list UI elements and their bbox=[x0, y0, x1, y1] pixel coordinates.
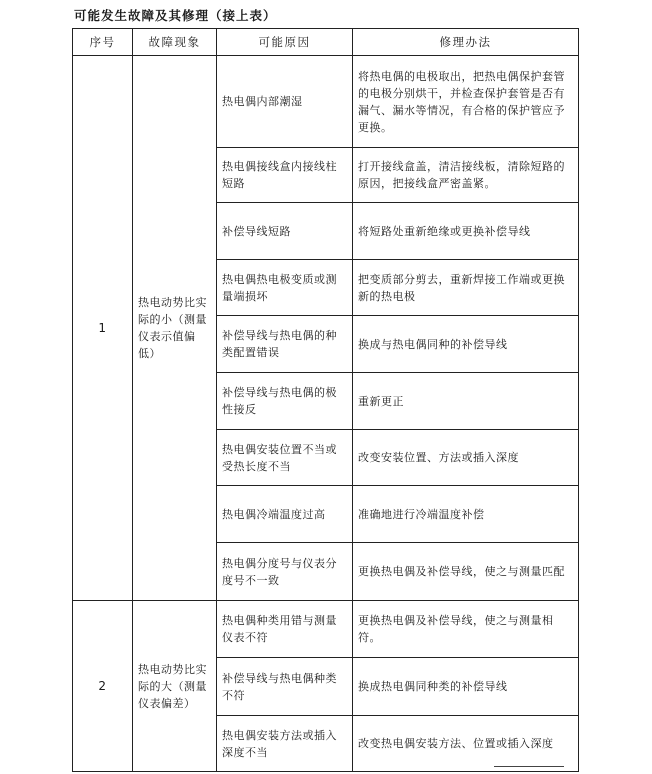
header-cause: 可能原因 bbox=[217, 29, 353, 56]
fault-cause: 补偿导线与热电偶的极性接反 bbox=[217, 373, 353, 430]
repair-method: 换成热电偶同种类的补偿导线 bbox=[353, 658, 579, 716]
table-header-row bbox=[73, 29, 579, 56]
fault-table bbox=[72, 28, 579, 772]
repair-method: 将热电偶的电极取出，把热电偶保护套管的电极分别烘干，并检查保护套管是否有漏气、漏水等情况，有合格的保护管应予更换。 bbox=[353, 56, 579, 148]
fault-symptom: 热电动势比实际的大（测量仪表偏差） bbox=[133, 601, 217, 772]
fault-symptom: 热电动势比实际的小（测量仪表示值偏低） bbox=[133, 56, 217, 601]
fault-cause: 热电偶分度号与仪表分度号不一致 bbox=[217, 543, 353, 601]
repair-method: 改变热电偶安装方法、位置或插入深度 bbox=[353, 716, 579, 772]
repair-method: 改变安装位置、方法或插入深度 bbox=[353, 430, 579, 486]
fault-cause: 热电偶安装方法或插入深度不当 bbox=[217, 716, 353, 772]
fault-cause: 热电偶接线盒内接线柱短路 bbox=[217, 148, 353, 203]
row-number: 2 bbox=[73, 601, 133, 772]
header-serial: 序号 bbox=[73, 29, 133, 56]
fault-cause: 补偿导线与热电偶的种类配置错误 bbox=[217, 316, 353, 373]
table-row bbox=[73, 56, 579, 148]
repair-method: 打开接线盒盖，清洁接线板，清除短路的原因，把接线盒严密盖紧。 bbox=[353, 148, 579, 203]
row-number: 1 bbox=[73, 56, 133, 601]
repair-method: 将短路处重新绝缘或更换补偿导线 bbox=[353, 203, 579, 260]
fault-cause: 热电偶种类用错与测量仪表不符 bbox=[217, 601, 353, 658]
header-repair: 修理办法 bbox=[353, 29, 579, 56]
repair-method: 更换热电偶及补偿导线，使之与测量匹配 bbox=[353, 543, 579, 601]
fault-cause: 热电偶热电极变质或测量端损坏 bbox=[217, 260, 353, 316]
table-row bbox=[73, 601, 579, 658]
fault-cause: 热电偶内部潮湿 bbox=[217, 56, 353, 148]
fault-cause: 热电偶安装位置不当或受热长度不当 bbox=[217, 430, 353, 486]
repair-method: 准确地进行冷端温度补偿 bbox=[353, 486, 579, 543]
repair-method: 把变质部分剪去，重新焊接工作端或更换新的热电极 bbox=[353, 260, 579, 316]
repair-method: 换成与热电偶同种的补偿导线 bbox=[353, 316, 579, 373]
fault-cause: 补偿导线与热电偶种类不符 bbox=[217, 658, 353, 716]
header-symptom: 故障现象 bbox=[133, 29, 217, 56]
fault-cause: 热电偶冷端温度过高 bbox=[217, 486, 353, 543]
repair-method: 重新更正 bbox=[353, 373, 579, 430]
table-caption: 可能发生故障及其修理（接上表） bbox=[74, 8, 277, 23]
fault-cause: 补偿导线短路 bbox=[217, 203, 353, 260]
repair-method: 更换热电偶及补偿导线，使之与测量相符。 bbox=[353, 601, 579, 658]
